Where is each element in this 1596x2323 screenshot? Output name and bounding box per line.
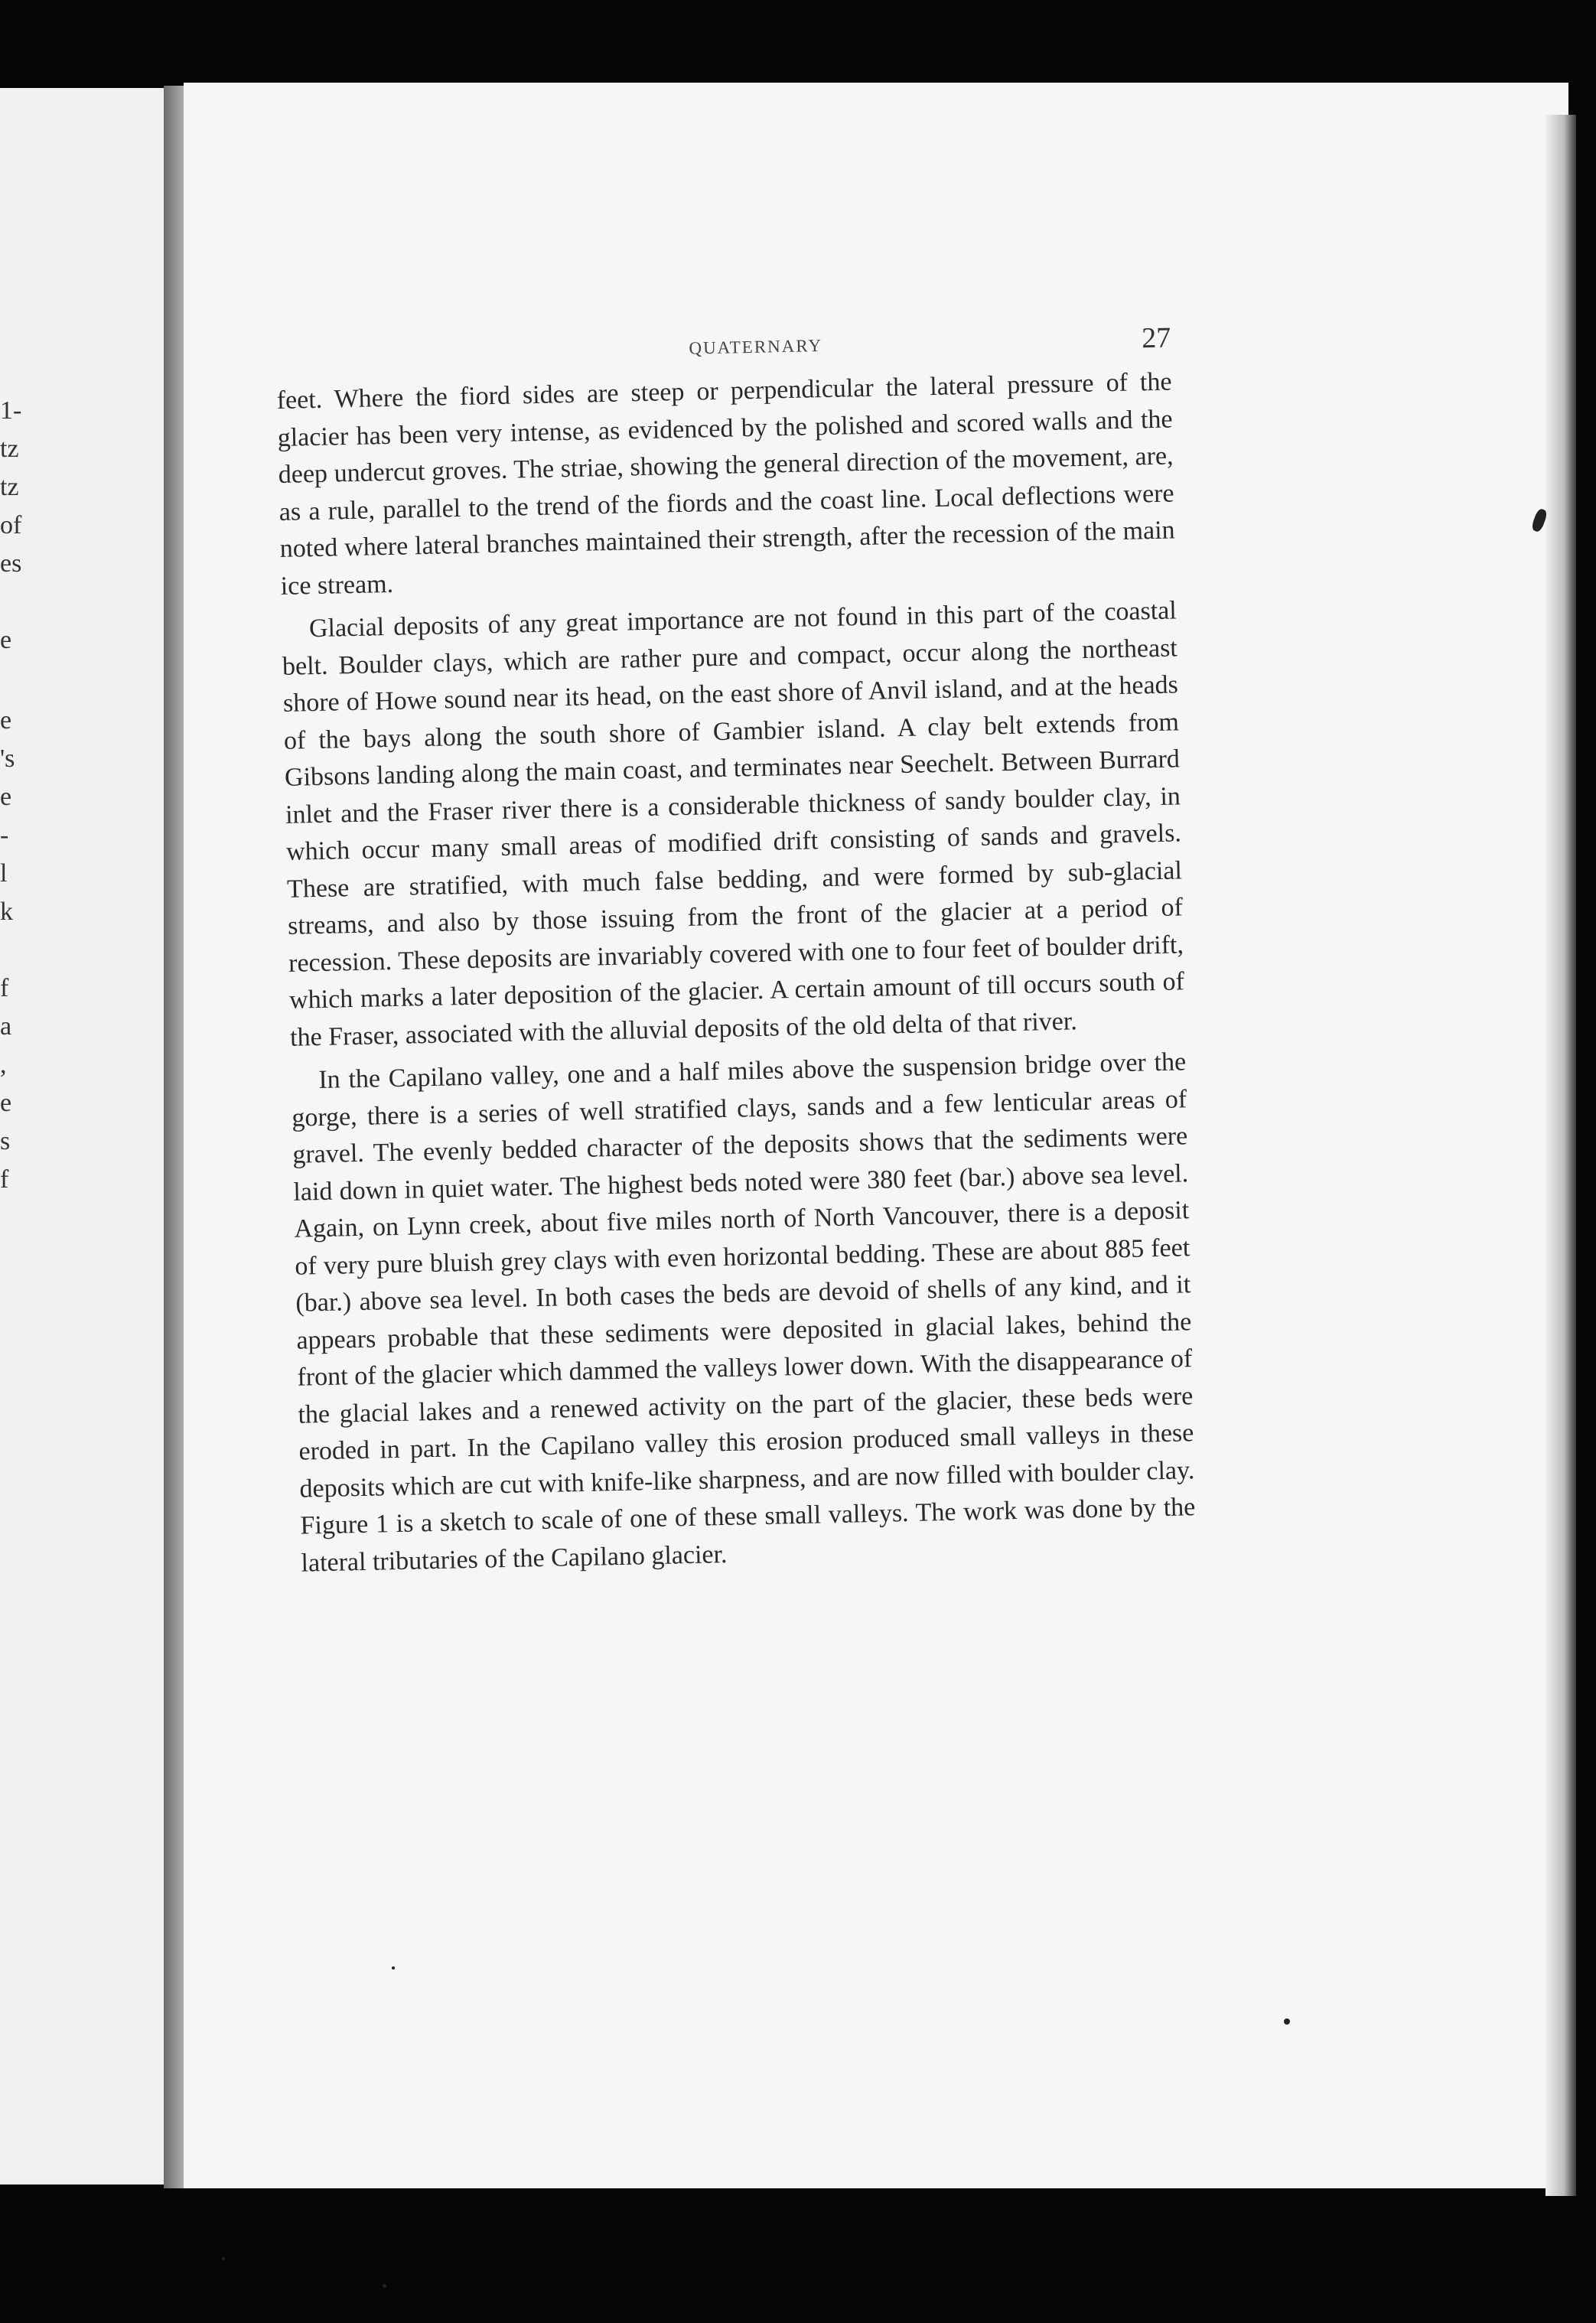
paragraph: In the Capilano valley, one and a half miles above the suspension bridge over the gorge, there is a series of well stratified clays, sands and a few lenticular areas of gravel. The evenly bedded character of the deposits shows that the sediments were laid down in quiet water. The highest beds noted were 380 feet (bar.) above sea level. Again, on Lynn creek, about five miles north of North Vancouver, there is a deposit of very pure bluish grey clays with even horizontal bedding. These are about 885 feet (bar.) above sea level. In both cases the beds are devoid of shells of any kind, and it appears probable that these sediments were deposited in glacial lakes, behind the front of the glacier which dammed the valleys lower down. With the disappearance of the glacial lakes and a renewed activity on the part of the glacier, these beds were eroded in part. In the Capilano valley this erosion produced small valleys in these deposits which are cut with knife-like sharpness, and are now filled with boulder clay. Figure 1 is a sketch to scale of one of these small valleys. The work was done by the lateral tributaries of the Capilano glacier. xyxy=(291,1047,1196,1578)
facing-page-fragment: 's xyxy=(0,744,15,773)
facing-page-fragment: tz xyxy=(0,435,19,463)
dust-speck xyxy=(392,1966,395,1970)
facing-page xyxy=(0,88,172,2185)
facing-page-fragment: f xyxy=(0,974,9,1002)
facing-page-fragment: , xyxy=(0,1051,7,1079)
dust-speck xyxy=(222,2257,225,2260)
facing-page-fragment: f xyxy=(0,1165,9,1194)
facing-page-fragment: e xyxy=(0,1089,12,1117)
facing-page-fragment: 1- xyxy=(0,396,22,425)
running-title: QUATERNARY xyxy=(689,336,823,358)
facing-page-fragment: e xyxy=(0,783,12,811)
page-text-block xyxy=(275,318,1197,1588)
facing-page-fragment: - xyxy=(0,821,9,849)
page-edge-shadow xyxy=(1546,115,1576,2196)
facing-page-fragment: a xyxy=(0,1012,12,1041)
facing-page-fragment: e xyxy=(0,706,12,735)
paragraph: feet. Where the fiord sides are steep or perpendicular the lateral pressure of the glacier has been very intense, as evidenced by the polished and scored walls and the deep undercut groves. The striae, showing the general direction of the movement, are, as a rule, parallel to the trend of the fiords and the coast line. Local deflections were noted where lateral branches maintained their strength, after the recession of the main ice stream. xyxy=(276,367,1175,601)
facing-page-fragment: l xyxy=(0,859,8,888)
facing-page-fragment: tz xyxy=(0,473,19,501)
facing-page-fragment: of xyxy=(0,511,22,539)
facing-page-fragment: es xyxy=(0,549,22,578)
facing-page-fragment: k xyxy=(0,898,13,926)
facing-page-fragment: s xyxy=(0,1127,11,1155)
facing-page-fragment: e xyxy=(0,626,12,654)
dust-speck xyxy=(1284,2018,1290,2025)
paragraph: Glacial deposits of any great importance are not found in this part of the coastal belt. Boulder clays, which are rather pure and compact, occur along the northeast shore of Howe sound near its head, on the east shore of Anvil island, and at the heads of the bays along the south shore of Gambier island. A clay belt extends from Gibsons landing along the main coast, and terminates near Seechelt. Between Burrard inlet and the Fraser river there is a considerable thickness of sandy boulder clay, in which occur many small areas of modified drift consisting of sands and gravels. These are stratified, with much false bedding, and were formed by sub-glacial streams, and also by those issuing from the front of the glacier at a period of recession. These deposits are invariably covered with one to four feet of boulder drift, which marks a later deposition of the glacier. A certain amount of till occurs south of the Fraser, associated with the alluvial deposits of the old delta of that river. xyxy=(282,596,1185,1052)
page-number: 27 xyxy=(1141,321,1171,355)
dust-speck xyxy=(383,2284,386,2288)
